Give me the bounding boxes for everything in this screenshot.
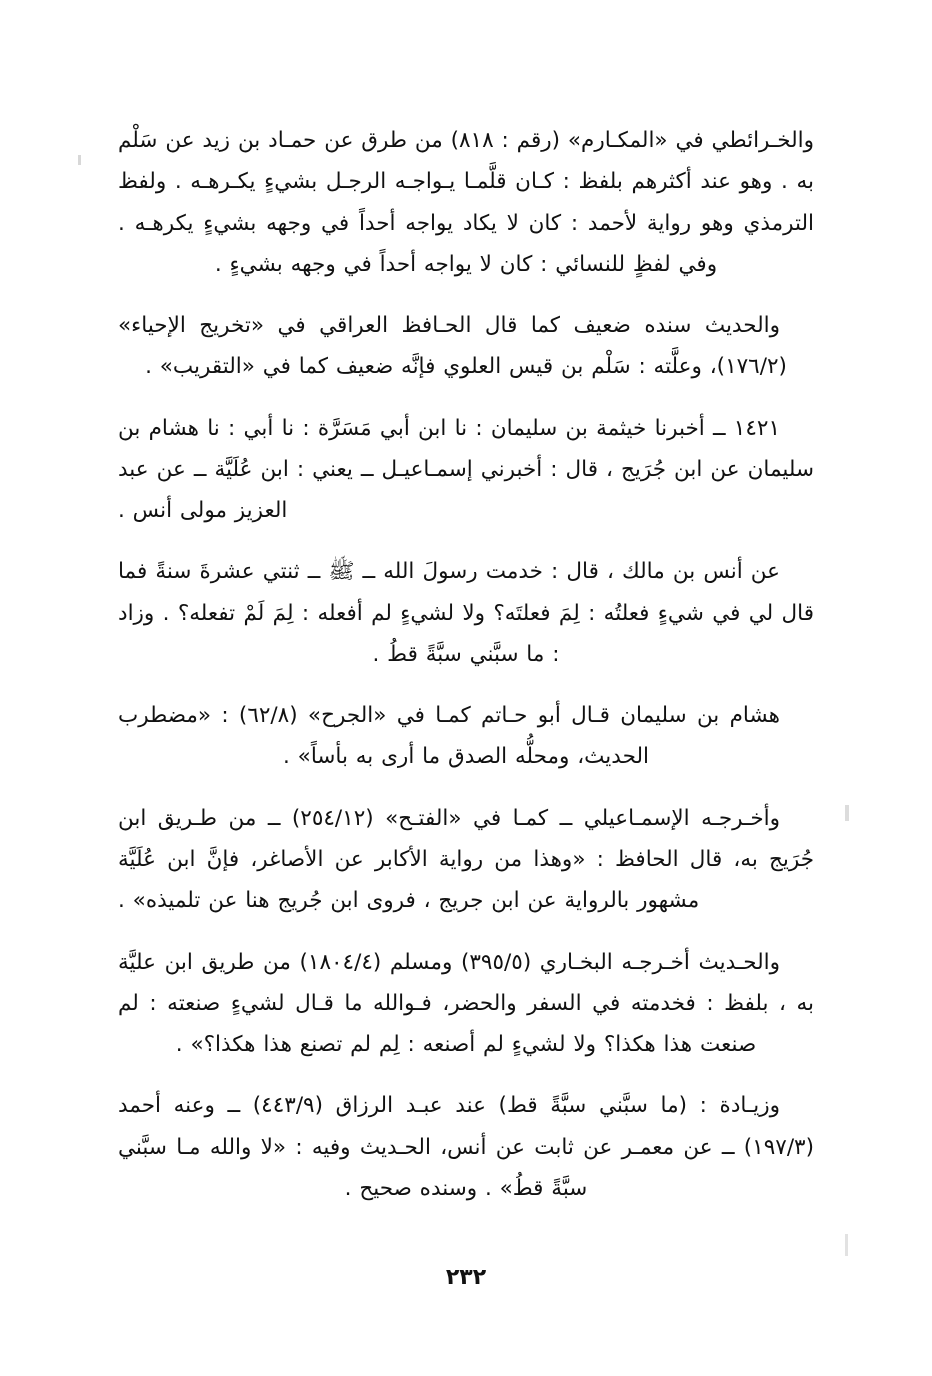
- page-number: ٢٣٢: [445, 1265, 487, 1290]
- page-content: [118, 120, 814, 1209]
- paragraph-6: وأخـرجـه الإسمـاعيلي ــ كمـا في «الفتـح» (٢٥٤/١٢) ــ من طـريق ابن جُرَيج به، قال الحافظ : «وهذا من رواية الأكابر عن الأصاغر، فإنَّ ابن عُلَيَّة مشهور بالرواية عن ابن جريج ، فروى ابن جُريج هنا عن تلميذه» .: [118, 805, 814, 914]
- spine-mark: [78, 155, 81, 165]
- paragraph-7: والحـديث أخـرجـه البخـاري (٣٩٥/٥) ومسلم (١٨٠٤/٤) من طريق ابن عليَّة به ، بلفظ : فخدمته في السفر والحضر، فـوالله ما قـال لشيءٍ صنعته : لم صنعت هذا هكذا؟ ولا لشيءٍ لم أصنعه : لِم لم تصنع هذا هكذا؟» .: [118, 949, 814, 1058]
- paragraph-8: وزيـادة : (ما سبَّني سبَّةً قط) عند عبـد الرزاق (٤٤٣/٩) ــ وعنه أحمد (١٩٧/٣) ــ عن معمـر عن ثابت عن أنس، الحـديث وفيه : «لا والله مـا سبَّني سبَّةً قطُ» . وسنده صحيح .: [118, 1093, 814, 1201]
- edge-mark-upper: [845, 805, 849, 821]
- paragraph-4-hadith-text: عن أنس بن مالك ، قال : خدمت رسولَ الله ــ ﷺ ــ ثنتي عشرةَ سنةً فما قال لي في شيءٍ فعلتُه : لِمَ فعلتَه؟ ولا لشيءٍ لم أفعله : لِمَ لَمْ تفعله؟ . وزاد : ما سبَّني سبَّةً قطُ .: [118, 559, 814, 667]
- edge-mark-lower: [845, 1234, 848, 1256]
- paragraph-3-hadith-entry: ١٤٢١ ــ أخبرنا خيثمة بن سليمان : نا ابن أبي مَسَرَّة : نا أبي : نا هشام بن سليمان عن ابن جُرَيج ، قال : أخبرني إسمـاعيـل ــ يعني : ابن عُلَيَّة ــ عن عبد العزيز مولى أنس .: [118, 415, 814, 524]
- paragraph-1: والخـرائطي في «المكـارم» (رقم : ٨١٨) من طرق عن حمـاد بن زيد عن سَلْم به . وهو عند أكثرهم بلفظ : كـان قلَّمـا يـواجـه الرجـل بشيءٍ يكـرهـه . ولفظ الترمذي وهو رواية لأحمد : كان لا يكاد يواجه أحداً في وجهه بشيءٍ يكرهـه . وفي لفظٍ للنسائي : كان لا يواجه أحداً في وجهه بشيءٍ .: [118, 128, 815, 277]
- paragraph-5: هشام بن سليمان قـال أبو حـاتم كمـا في «الجرح» (٦٢/٨) : «مضطرب الحديث، ومحلُّه الصدق ما أرى به بأساً» .: [118, 703, 780, 770]
- paragraph-2: والحديث سنده ضعيف كما قال الحـافظ العراقي في «تخريج الإحياء» (١٧٦/٢)، وعلَّته : سَلْم بن قيس العلوي فإنَّه ضعيف كما في «التقريب» .: [118, 313, 787, 380]
